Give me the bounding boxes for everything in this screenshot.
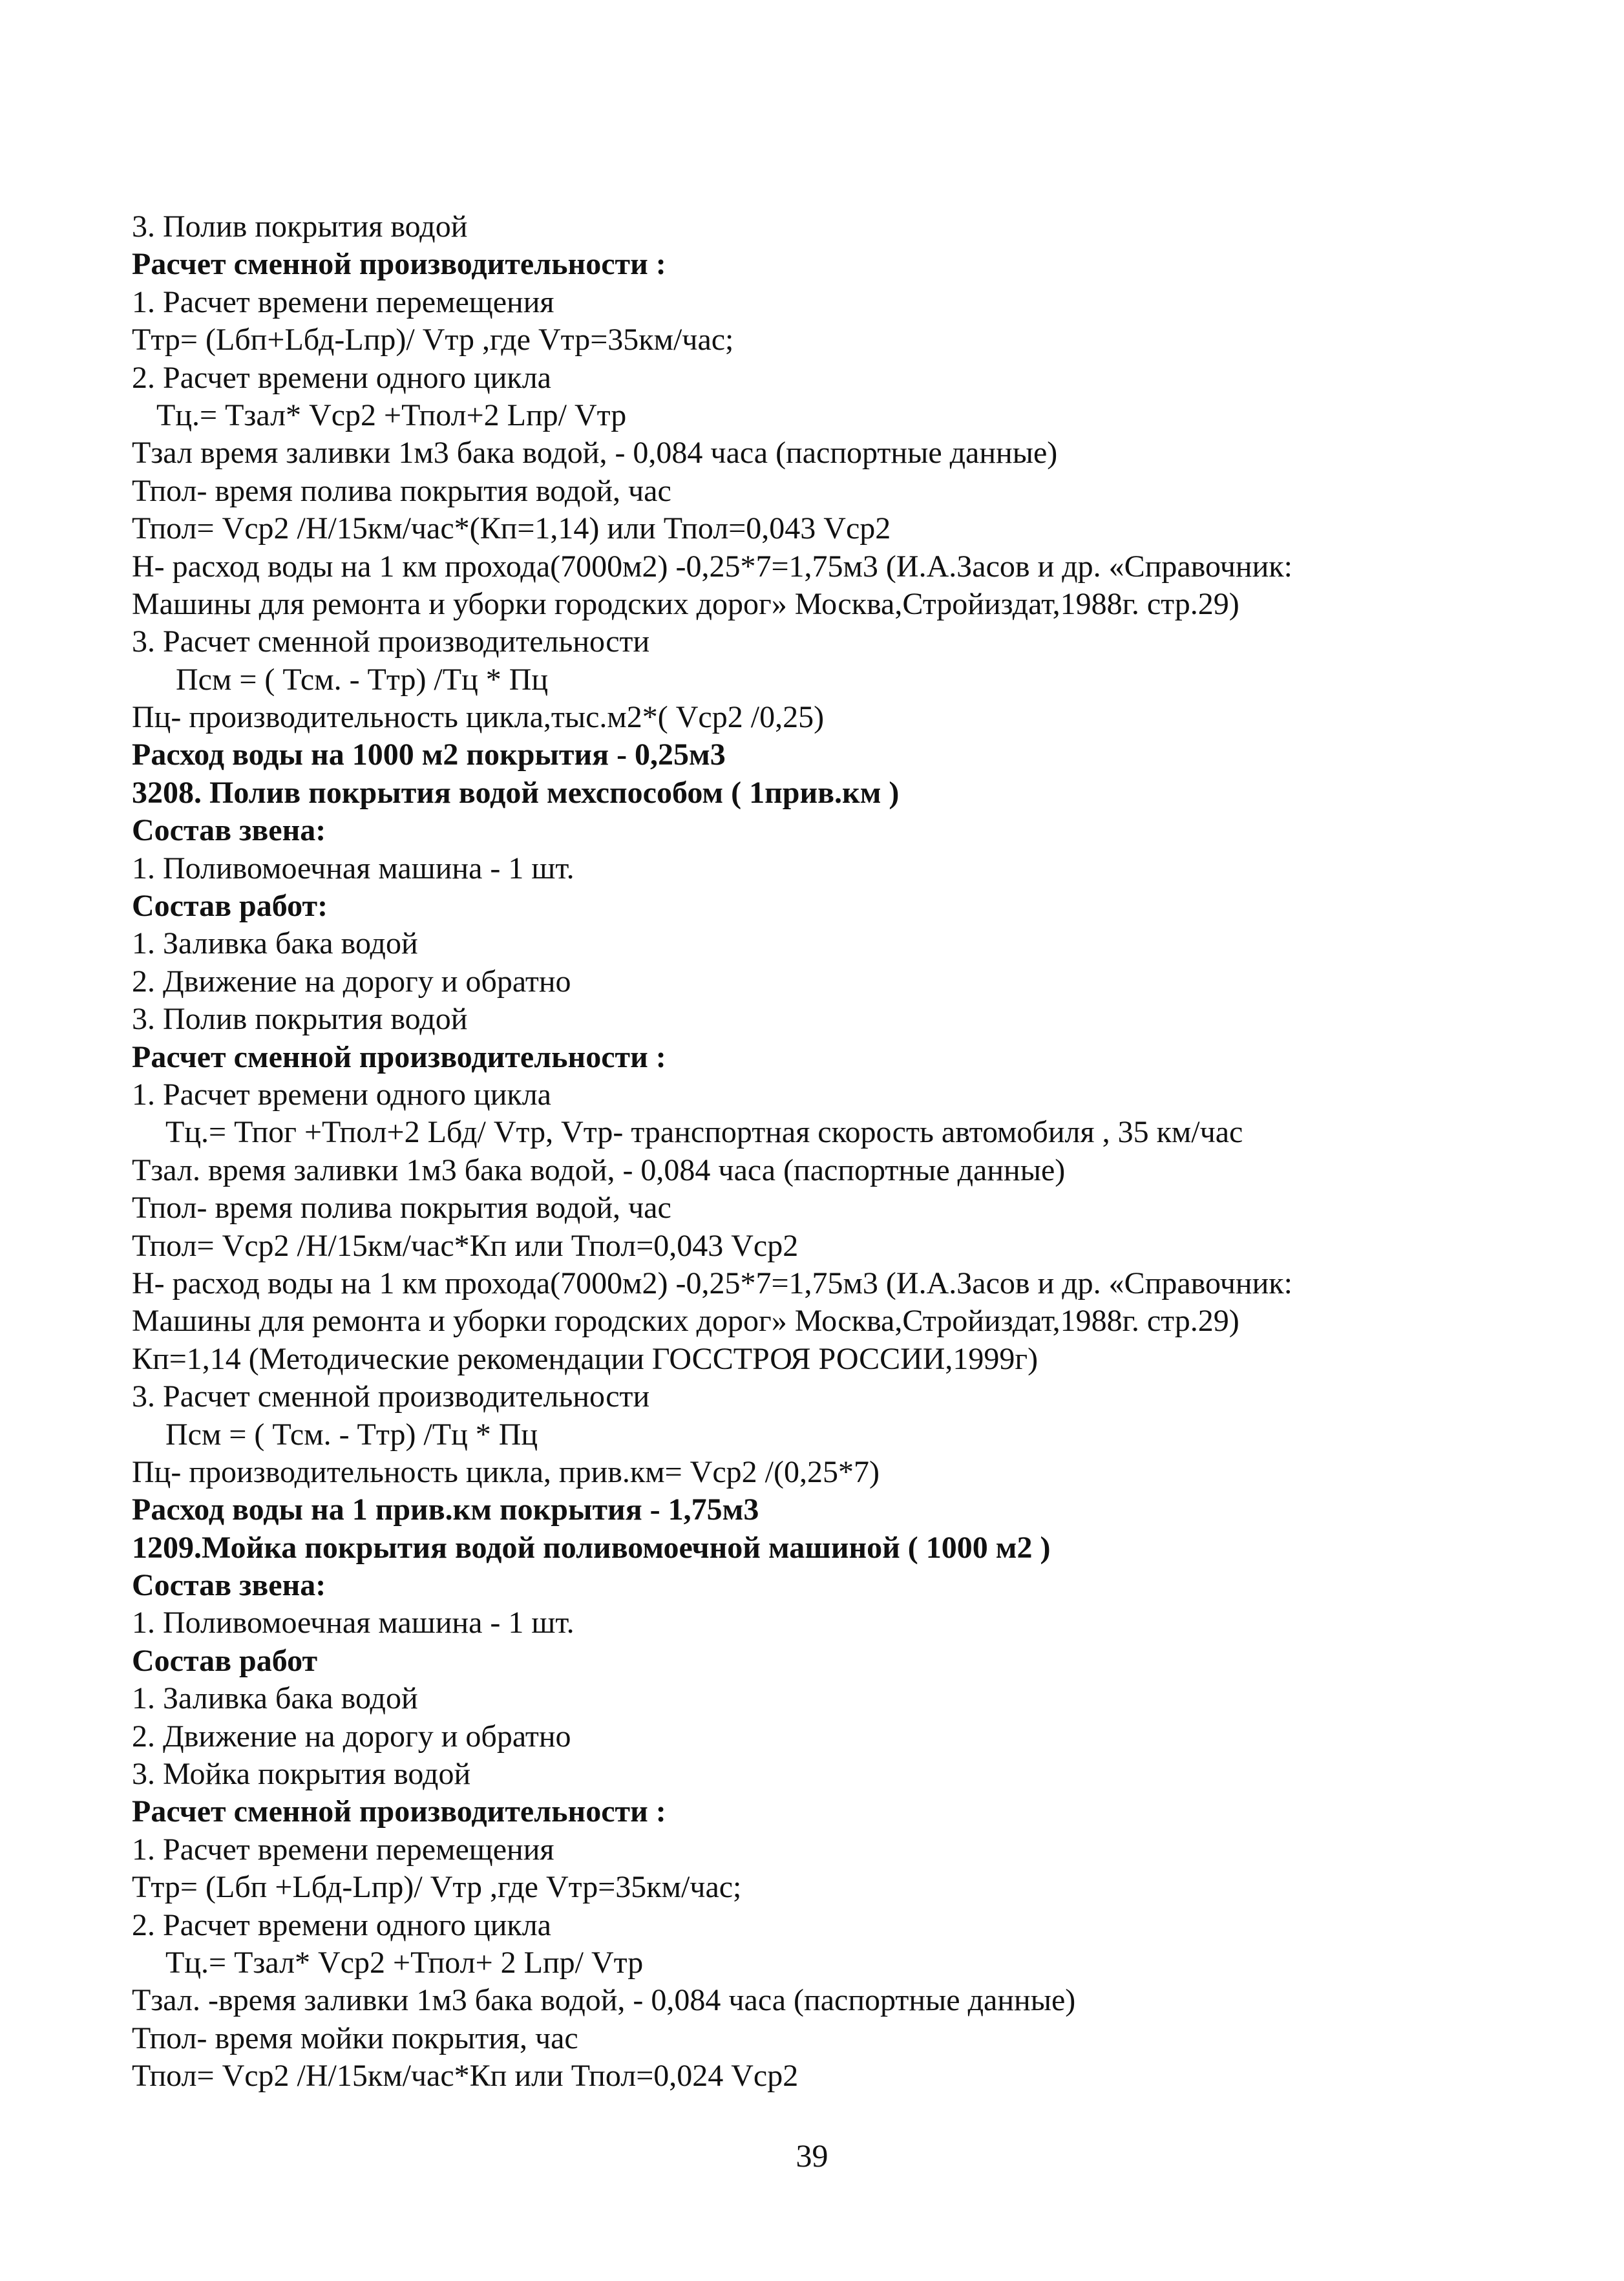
text-line: Тпол= Vср2 /Н/15км/час*Кп или Тпол=0,024 Vср2 — [132, 2059, 799, 2094]
text-line: 3. Полив покрытия водой — [132, 1002, 468, 1037]
text-line: Тзал. время заливки 1м3 бака водой, - 0,084 часа (паспортные данные) — [132, 1152, 1066, 1187]
text-line: Н- расход воды на 1 км прохода(7000м2) -0,25*7=1,75м3 (И.А.Засов и др. «Справочник: — [132, 549, 1292, 584]
section-heading: Расчет сменной производительности : — [132, 1039, 666, 1074]
text-line: Тзал время заливки 1м3 бака водой, - 0,084 часа (паспортные данные) — [132, 436, 1058, 471]
text-line: Тц.= Тзал* Vср2 +Тпол+ 2 Lпр/ Vтр — [165, 1945, 644, 1980]
text-line: Машины для ремонта и уборки городских дорог» Москва,Стройиздат,1988г. стр.29) — [132, 1304, 1239, 1339]
text-line: 1. Расчет времени одного цикла — [132, 1077, 551, 1112]
text-line: 3. Расчет сменной производительности — [132, 624, 650, 659]
text-line: Машины для ремонта и уборки городских дорог» Москва,Стройиздат,1988г. стр.29) — [132, 586, 1239, 621]
text-line: 3. Полив покрытия водой — [132, 209, 468, 244]
text-line: Кп=1,14 (Методические рекомендации ГОССТРОЯ РОССИИ,1999г) — [132, 1341, 1039, 1376]
text-line: 2. Движение на дорогу и обратно — [132, 964, 571, 999]
text-line: Пц- производительность цикла,тыс.м2*( Vср2 /0,25) — [132, 700, 825, 735]
text-line: Ттр= (Lбп +Lбд-Lпр)/ Vтр ,где Vтр=35км/час; — [132, 1870, 742, 1905]
text-line: Тпол- время полива покрытия водой, час — [132, 473, 671, 508]
text-line: 3. Расчет сменной производительности — [132, 1379, 650, 1414]
page-number: 39 — [796, 2138, 828, 2174]
text-line: Тпол- время мойки покрытия, час — [132, 2021, 578, 2055]
section-heading: 1209.Мойка покрытия водой поливомоечной машиной ( 1000 м2 ) — [132, 1530, 1051, 1565]
text-line: 2. Расчет времени одного цикла — [132, 360, 551, 395]
text-line: Псм = ( Тсм. - Ттр) /Тц * Пц — [176, 662, 549, 697]
section-heading: Состав звена: — [132, 1568, 326, 1603]
text-line: 1. Поливомоечная машина - 1 шт. — [132, 851, 575, 886]
text-line: 2. Движение на дорогу и обратно — [132, 1719, 571, 1754]
text-line: 1. Поливомоечная машина - 1 шт. — [132, 1606, 575, 1640]
text-line: 1. Заливка бака водой — [132, 1681, 418, 1716]
text-line: Ттр= (Lбп+Lбд-Lпр)/ Vтр ,где Vтр=35км/час; — [132, 323, 734, 357]
text-line: Пц- производительность цикла, прив.км= Vср2 /(0,25*7) — [132, 1454, 880, 1489]
section-heading: Состав работ — [132, 1643, 318, 1678]
text-line: 1. Расчет времени перемещения — [132, 1832, 554, 1867]
text-line: 3. Мойка покрытия водой — [132, 1757, 471, 1792]
text-line: Тпол= Vср2 /Н/15км/час*Кп или Тпол=0,043 Vср2 — [132, 1228, 799, 1263]
section-heading: Расчет сменной производительности : — [132, 247, 666, 282]
text-line: 1. Заливка бака водой — [132, 926, 418, 961]
text-line: Тц.= Тпог +Тпол+2 Lбд/ Vтр, Vтр- транспортная скорость автомобиля , 35 км/час — [165, 1115, 1243, 1150]
section-heading: Состав работ: — [132, 889, 328, 924]
text-line: 1. Расчет времени перемещения — [132, 284, 554, 319]
section-heading: Состав звена: — [132, 813, 326, 848]
text-line: Тц.= Тзал* Vср2 +Тпол+2 Lпр/ Vтр — [156, 398, 627, 432]
text-line: Тзал. -время заливки 1м3 бака водой, - 0,084 часа (паспортные данные) — [132, 1983, 1076, 2018]
text-line: Н- расход воды на 1 км прохода(7000м2) -0,25*7=1,75м3 (И.А.Засов и др. «Справочник: — [132, 1266, 1292, 1300]
text-line: Тпол= Vср2 /Н/15км/час*(Кп=1,14) или Тпол=0,043 Vср2 — [132, 511, 891, 546]
section-heading: 3208. Полив покрытия водой мехспособом ( 1прив.км ) — [132, 775, 900, 810]
text-line: Тпол- время полива покрытия водой, час — [132, 1191, 671, 1225]
text-line: 2. Расчет времени одного цикла — [132, 1907, 551, 1942]
text-line: Псм = ( Тсм. - Ттр) /Тц * Пц — [165, 1417, 538, 1452]
section-heading: Расчет сменной производительности : — [132, 1794, 666, 1829]
document-body — [132, 208, 1521, 2095]
section-heading: Расход воды на 1 прив.км покрытия - 1,75м3 — [132, 1492, 759, 1527]
section-heading: Расход воды на 1000 м2 покрытия - 0,25м3 — [132, 737, 726, 772]
